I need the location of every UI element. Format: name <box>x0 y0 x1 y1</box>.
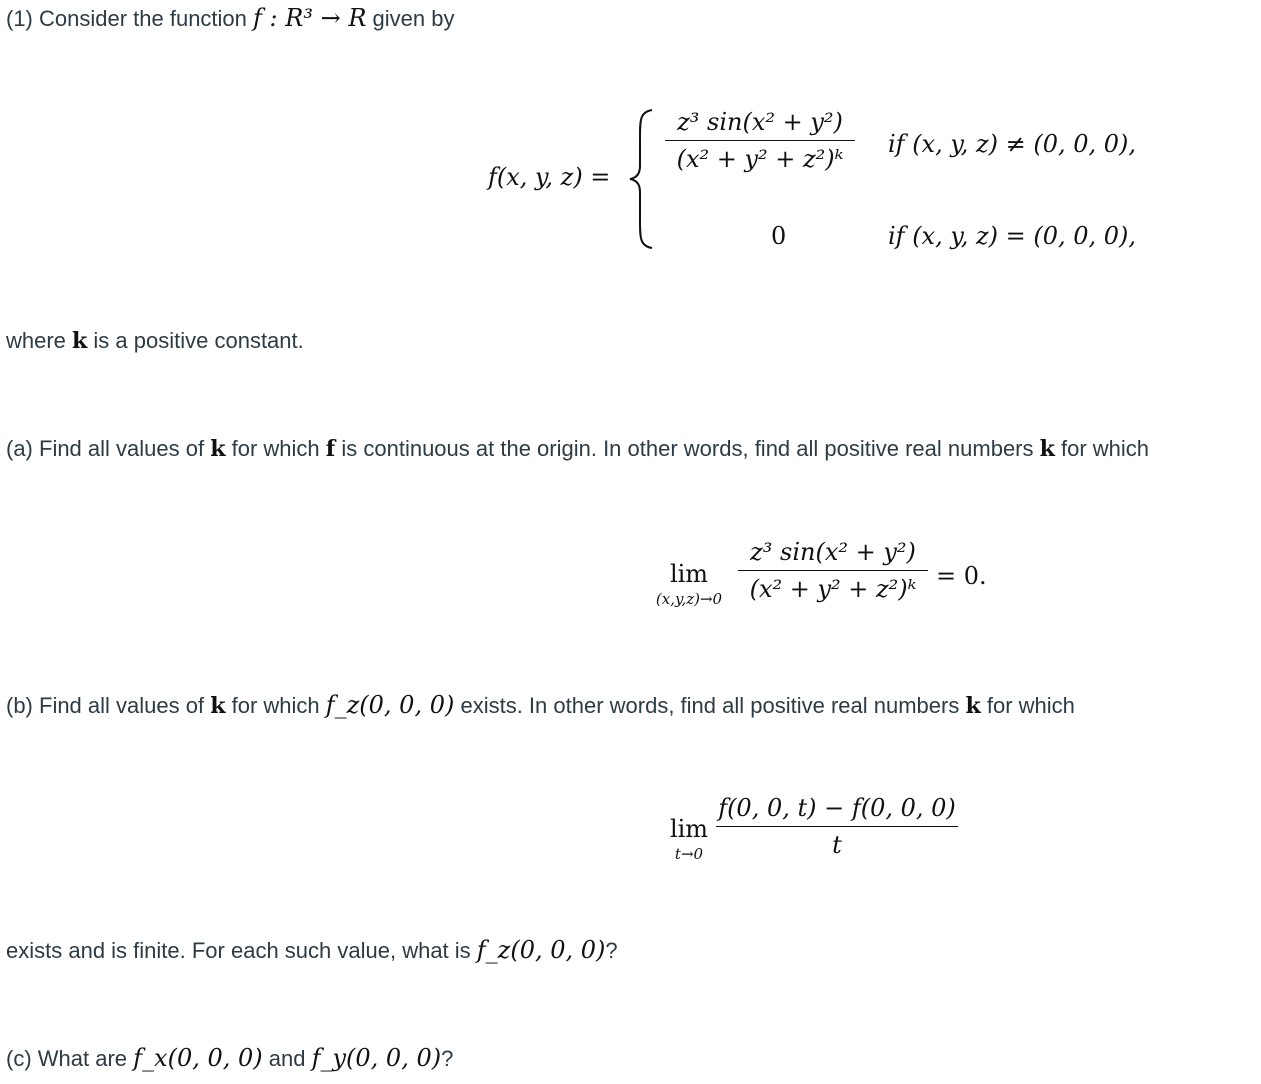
part-b-followup-text: exists and is finite. For each such value, what is <box>6 938 471 963</box>
part-a-limit <box>642 560 736 608</box>
part-a-denominator: (x² + y² + z²)ᵏ <box>749 575 917 603</box>
lim-subscript: t→0 <box>674 845 704 863</box>
part-a-numerator: z³ sin(x² + y²) <box>738 538 928 571</box>
where-statement <box>6 328 304 354</box>
part-c-text <box>6 1044 453 1072</box>
case2-value: 0 <box>771 222 787 250</box>
part-a-fraction <box>738 538 928 603</box>
fz-expression: f_z(0, 0, 0) <box>476 936 606 964</box>
fy-expression: f_y(0, 0, 0) <box>311 1044 442 1072</box>
where-prefix: where <box>6 328 66 353</box>
var-k: k <box>210 436 226 462</box>
left-brace <box>628 108 656 250</box>
case1-denominator: (x² + y² + z²)ᵏ <box>676 145 844 173</box>
part-b-numerator: f(0, 0, t) − f(0, 0, 0) <box>716 794 958 827</box>
part-b-limit <box>666 815 712 863</box>
part-b-text1: (b) Find all values of <box>6 693 205 718</box>
lim-label: lim <box>669 560 709 588</box>
part-b-denominator: t <box>832 831 842 859</box>
function-signature: f : R³ → R <box>253 4 367 32</box>
case1-numerator: z³ sin(x² + y²) <box>665 108 855 141</box>
fz-expression: f_z(0, 0, 0) <box>325 691 455 719</box>
where-suffix: is a positive constant. <box>93 328 304 353</box>
part-b-followup <box>6 936 618 964</box>
case2-condition: if (x, y, z) = (0, 0, 0), <box>888 222 1137 250</box>
part-a-text2: for which <box>231 436 320 461</box>
part-a-text3: is continuous at the origin. In other words, find all positive real numbers <box>341 436 1034 461</box>
part-a-text1: (a) Find all values of <box>6 436 205 461</box>
part-b-fraction <box>716 794 958 859</box>
var-k: k <box>72 328 88 354</box>
intro-prefix: (1) Consider the function <box>6 6 247 31</box>
case1-condition: if (x, y, z) ≠ (0, 0, 0), <box>888 130 1137 158</box>
var-k: k <box>965 693 981 719</box>
part-b-text3: exists. In other words, find all positive real numbers <box>460 693 960 718</box>
lim-subscript: (x,y,z)→0 <box>655 590 723 608</box>
part-a-text <box>6 436 1149 462</box>
part-a-rhs: = 0. <box>936 562 987 590</box>
fx-expression: f_x(0, 0, 0) <box>133 1044 263 1072</box>
part-b-text <box>6 691 1075 719</box>
part-c-text1: (c) What are <box>6 1046 128 1071</box>
definition-lhs: f(x, y, z) = <box>488 163 611 191</box>
intro-suffix: given by <box>372 6 455 31</box>
var-k: k <box>1039 436 1055 462</box>
lim-label: lim <box>669 815 709 843</box>
part-b-text2: for which <box>231 693 320 718</box>
part-b-text4: for which <box>986 693 1075 718</box>
question-mark: ? <box>605 938 618 963</box>
and-word: and <box>268 1046 306 1071</box>
problem-intro <box>6 4 454 32</box>
question-mark: ? <box>441 1046 454 1071</box>
case1-fraction <box>665 108 855 173</box>
var-f: f <box>325 436 336 462</box>
part-a-text4: for which <box>1061 436 1150 461</box>
var-k: k <box>210 693 226 719</box>
